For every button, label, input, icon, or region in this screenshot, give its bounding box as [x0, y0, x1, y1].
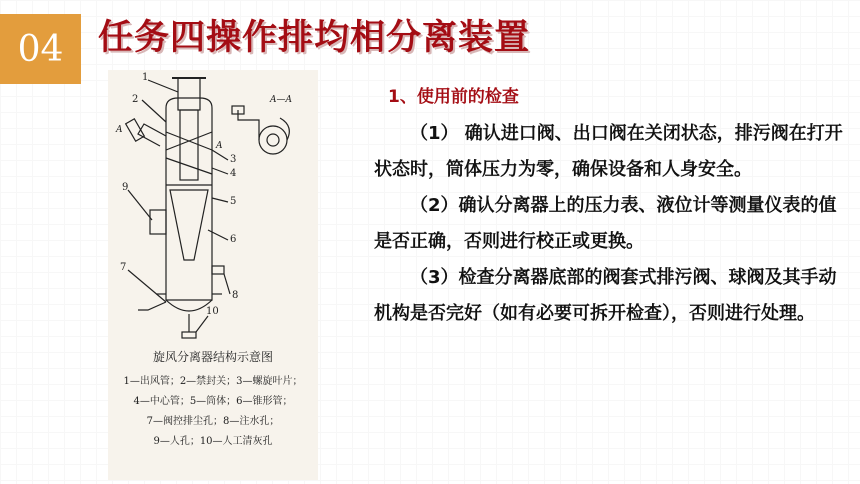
figure-legend-line: 1—出风管；2—禁封关；3—螺旋叶片； — [123, 376, 303, 387]
section-label: A—A — [270, 95, 292, 105]
separator-drawing — [108, 70, 318, 346]
cone-tube — [170, 190, 208, 260]
part-number-6: 6 — [230, 234, 237, 245]
part-number-5: 5 — [230, 196, 237, 207]
section-number-badge — [0, 14, 81, 84]
cut-label-right: A — [216, 141, 223, 151]
page-title: 任务四操作排均相分离装置 — [98, 18, 531, 58]
separator-diagram — [108, 70, 318, 480]
cut-label-left: A — [116, 125, 123, 135]
outlet-pipe — [178, 78, 200, 110]
figure-legend-line: 4—中心管；5—筒体；6—锥形管； — [133, 396, 293, 407]
part-number-4: 4 — [230, 168, 237, 179]
part-number-8: 8 — [232, 290, 239, 301]
cylinder-body — [166, 98, 212, 300]
instruction-paragraph-2: （2）确认分离器上的压力表、液位计等测量仪表的值是否正确，否则进行校正或更换。 — [374, 195, 837, 252]
part-number-9: 9 — [122, 182, 129, 193]
part-number-3: 3 — [230, 154, 237, 165]
figure-legend-line: 9—人孔；10—人工清灰孔 — [153, 436, 273, 447]
section-circle — [259, 126, 287, 154]
figure-legend-line: 7—阀控排尘孔；8—注水孔； — [146, 416, 280, 427]
instruction-paragraph-3: （3）检查分离器底部的阀套式排污阀、球阀及其手动机构是否完好（如有必要可拆开检查），否则进行处理。 — [374, 267, 837, 324]
instructions-body — [374, 116, 844, 332]
figure-caption-title: 旋风分离器结构示意图 — [152, 350, 273, 364]
part-number-1: 1 — [142, 72, 149, 83]
section-heading: 1、使用前的检查 — [388, 87, 519, 107]
part-number-2: 2 — [132, 94, 139, 105]
part-number-7: 7 — [120, 262, 127, 273]
instruction-paragraph-1: （1） 确认进口阀、出口阀在关闭状态，排污阀在打开状态时，筒体压力为零，确保设备和人身安全。 — [374, 123, 843, 180]
part-number-10: 10 — [206, 306, 219, 317]
section-number: 04 — [17, 28, 64, 70]
